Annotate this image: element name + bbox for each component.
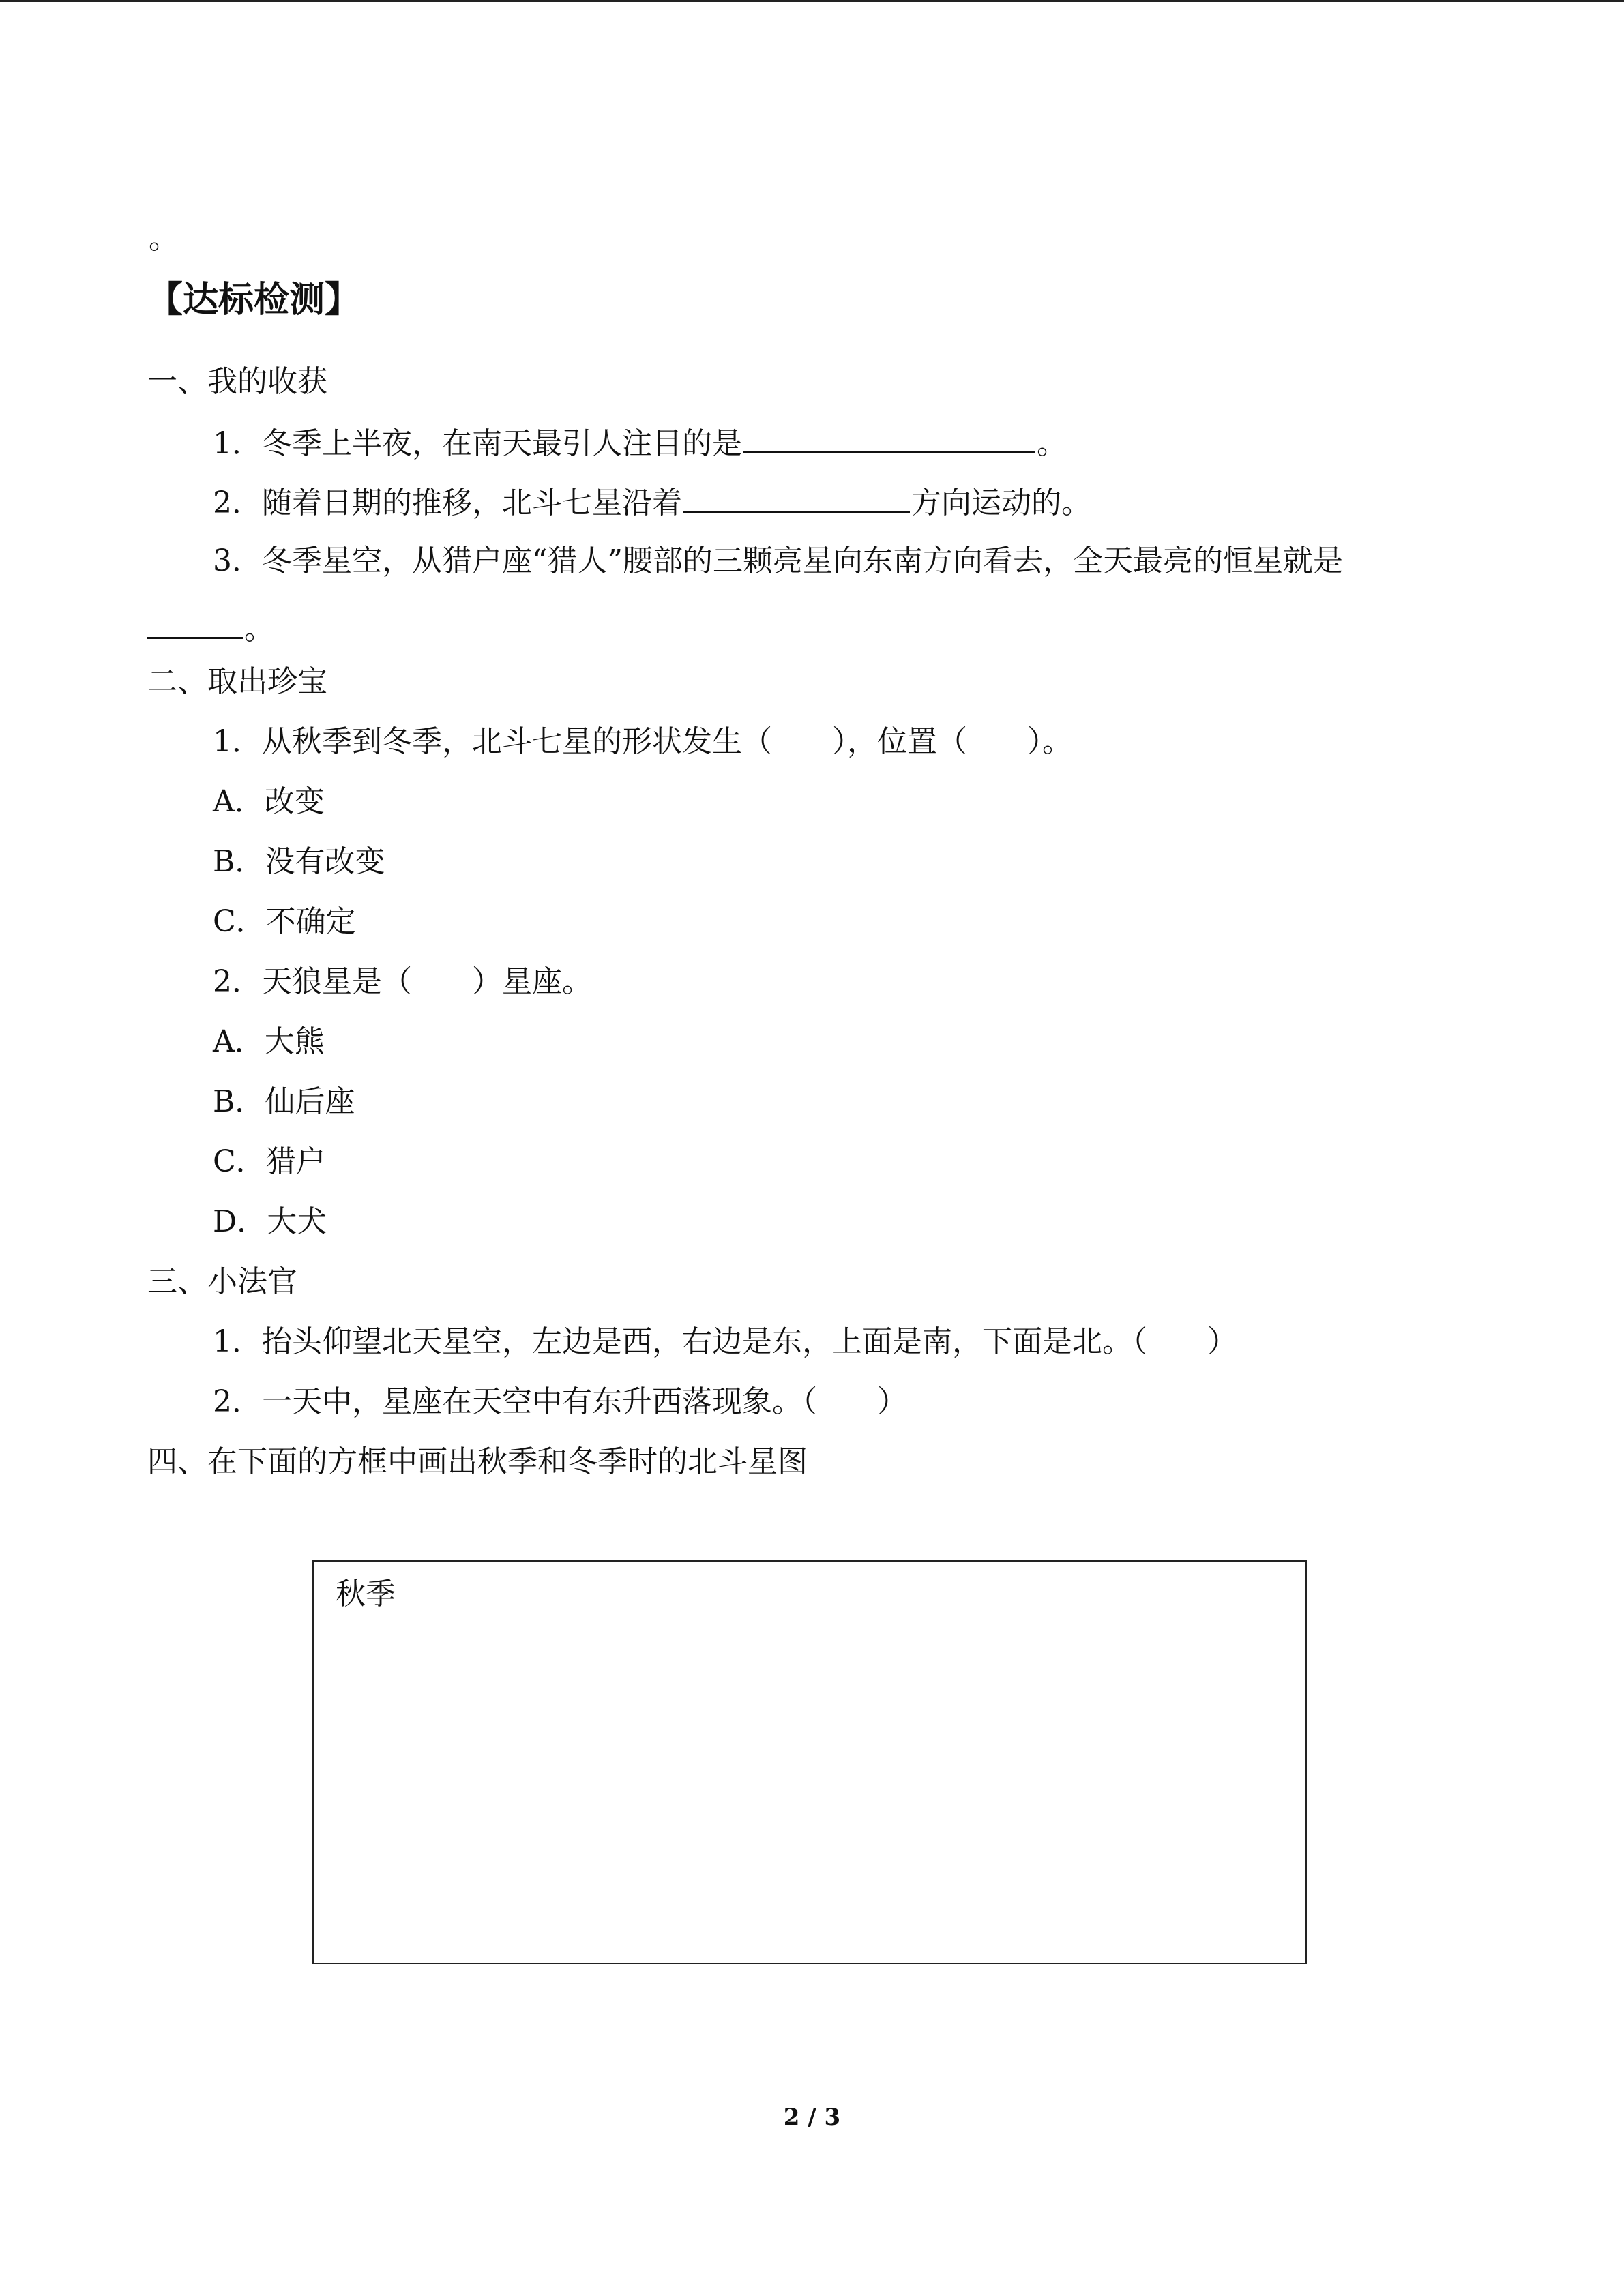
- part2-q2-option-d[interactable]: D．大犬: [213, 1204, 327, 1239]
- part2-question-1: 1．从秋季到冬季，北斗七星的形状发生（ ），位置（ ）。: [213, 724, 1072, 759]
- part1-q2-answer-blank[interactable]: [683, 481, 910, 513]
- part1-question-3-continued: [147, 607, 274, 650]
- part1-q3-end: 。: [244, 612, 274, 646]
- part2-q1-option-b[interactable]: B．没有改变: [213, 844, 385, 879]
- part4-title: 四、在下面的方框中画出秋季和冬季时的北斗星图: [147, 1444, 808, 1479]
- part2-q1-option-c[interactable]: C．不确定: [213, 904, 356, 939]
- page-number: 2 / 3: [783, 2104, 841, 2131]
- section-title: 【达标检测】: [147, 279, 361, 320]
- part1-question-2: [213, 481, 1091, 524]
- part2-q2-option-b[interactable]: B．仙后座: [213, 1084, 355, 1119]
- part1-q1-answer-blank[interactable]: [743, 421, 1035, 453]
- part1-title: 一、我的收获: [147, 364, 327, 399]
- drawing-box[interactable]: [312, 1560, 1307, 1964]
- part1-q2-end: 方向运动的。: [911, 486, 1091, 520]
- drawing-box-label: 秋季: [336, 1577, 396, 1611]
- part2-q1-option-a[interactable]: A．改变: [213, 784, 325, 819]
- part1-question-1: [213, 421, 1067, 464]
- part2-q2-option-a[interactable]: A．大熊: [213, 1024, 325, 1059]
- part1-q1-text: 1．冬季上半夜，在南天最引人注目的是: [213, 426, 742, 461]
- part1-q2-text: 2．随着日期的推移，北斗七星沿着: [213, 486, 682, 520]
- part2-title: 二、取出珍宝: [147, 664, 327, 699]
- part2-question-2: 2．天狼星是（ ）星座。: [213, 964, 592, 999]
- top-border-line: [0, 0, 1624, 2]
- continuation-mark: 。: [149, 221, 179, 256]
- part2-q2-option-c[interactable]: C．猎户: [213, 1144, 326, 1179]
- part3-question-2: 2．一天中，星座在天空中有东升西落现象。（ ）: [213, 1384, 907, 1419]
- part1-q3-answer-blank[interactable]: [147, 607, 243, 639]
- part1-question-3: 3．冬季星空，从猎户座“猎人”腰部的三颗亮星向东南方向看去，全天最亮的恒星就是: [213, 543, 1343, 578]
- part1-q1-end: 。: [1037, 426, 1067, 461]
- part3-question-1: 1．抬头仰望北天星空，左边是西，右边是东，上面是南，下面是北。（ ）: [213, 1324, 1237, 1359]
- part3-title: 三、小法官: [147, 1264, 297, 1299]
